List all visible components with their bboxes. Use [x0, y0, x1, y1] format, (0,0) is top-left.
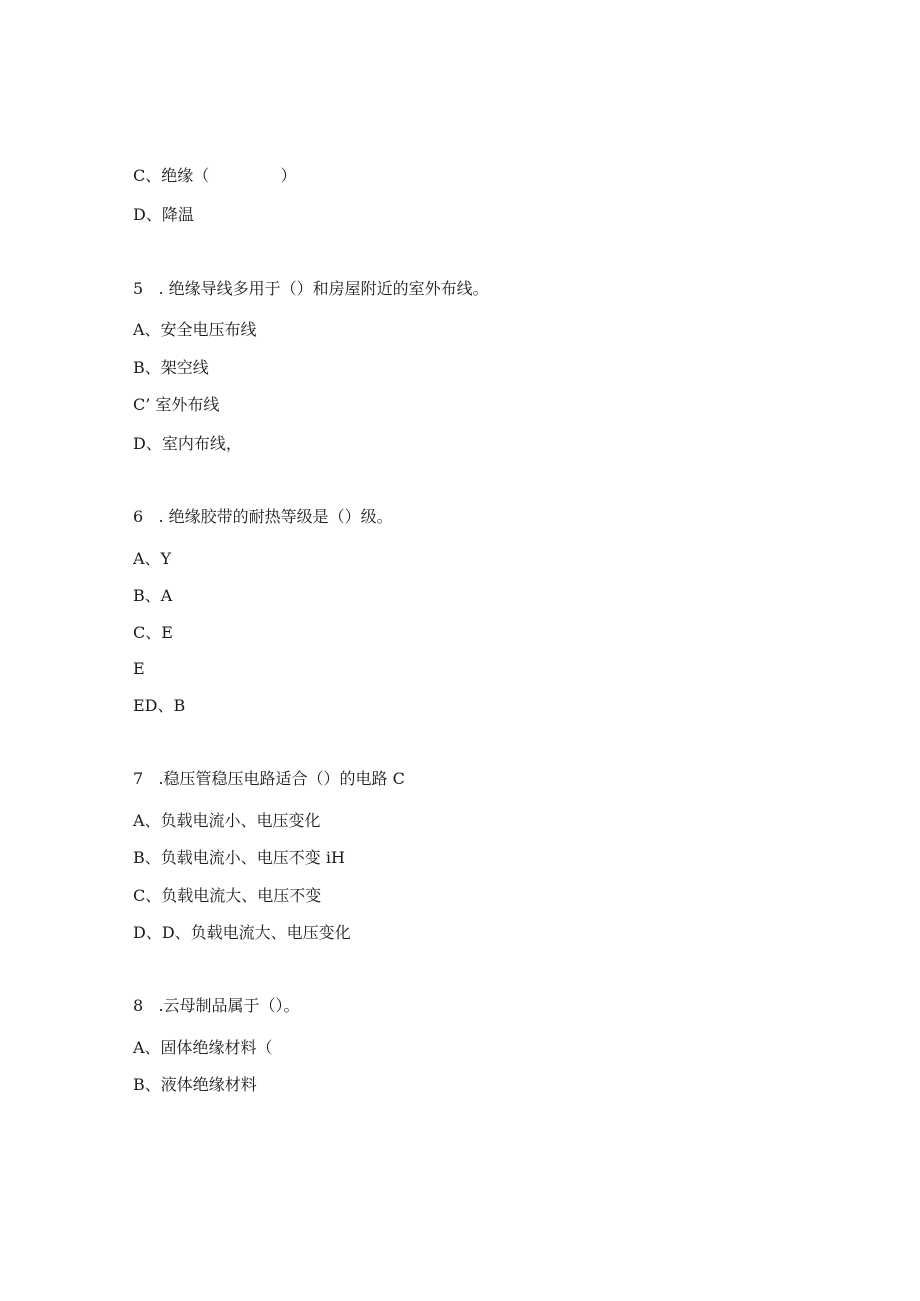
option-d-q4: D、降温 — [133, 205, 194, 224]
option-a-q6: A、Y — [133, 549, 172, 568]
option-b-q8: B、液体绝缘材料 — [133, 1075, 257, 1094]
option-d-q5: D、室内布线， — [133, 434, 242, 453]
option-a-q5: A、安全电压布线 — [133, 320, 257, 339]
question-5: 5 . 绝缘导线多用于（）和房屋附近的室外布线。 — [133, 279, 489, 298]
option-c-q4: C、绝缘（ ） — [133, 166, 297, 185]
option-ed-q6: ED、B — [133, 696, 186, 715]
option-b-q7: B、负载电流小、电压不变 iH — [133, 848, 345, 867]
option-a-q7: A、负载电流小、电压变化 — [133, 811, 321, 830]
option-c-q7: C、负载电流大、电压不变 — [133, 886, 322, 905]
question-8: 8 .云母制品属于（）。 — [133, 996, 300, 1015]
option-c-q6: C、E — [133, 623, 173, 642]
option-b-q5: B、架空线 — [133, 358, 209, 377]
option-a-q8: A、固体绝缘材料（ — [133, 1038, 273, 1057]
option-c-q5: C’ 室外布线 — [133, 395, 220, 414]
option-d-q7: D、D、负载电流大、电压变化 — [133, 923, 351, 942]
option-e-q6: E — [133, 659, 145, 678]
question-7: 7 .稳压管稳压电路适合（）的电路 C — [133, 769, 405, 788]
question-6: 6 . 绝缘胶带的耐热等级是（）级。 — [133, 507, 393, 526]
option-b-q6: B、A — [133, 586, 173, 605]
